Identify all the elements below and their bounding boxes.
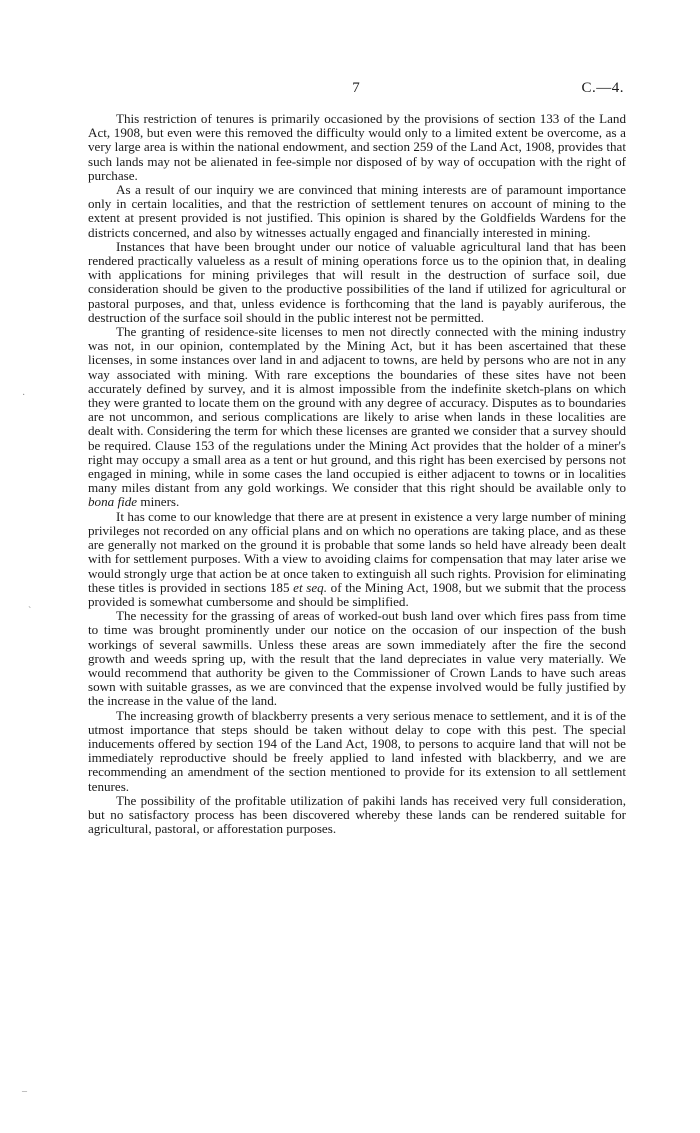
italic-term: bona fide	[88, 494, 138, 510]
document-reference: C.—4.	[581, 80, 624, 96]
paragraph: This restriction of tenures is primarily occasioned by the provisions of section 133 of the Land Act, 1908, but even were this removed the difficulty would only to a limited extent be overcome, as a very large area is within the national endowment, and section 259 of the Land Act, 1908, provides that such lands may not be alienated in fee-simple nor disposed of by way of occupation with the right of purchase.	[88, 111, 626, 183]
paragraph: The possibility of the profitable utilization of pakihi lands has received very full consideration, but no satisfactory process has been discovered whereby these lands can be rendered suitable for agricultural, pastoral, or afforestation purposes.	[88, 792, 626, 837]
italic-term: et seq.	[293, 579, 327, 595]
paragraph: As a result of our inquiry we are convinced that mining interests are of paramount importance only in certain localities, and that the restriction of settlement tenures on account of mining to the extent at present provided is not justified. This opinion is shared by the Goldfields Wardens for the districts concerned, and also by witnesses actually engaged and financially interested in mining.	[88, 182, 626, 240]
paragraph: The increasing growth of blackberry presents a very serious menace to settlement, and it is of the utmost importance that steps should be taken without delay to cope with this pest. The special inducements offered by section 194 of the Land Act, 1908, to persons to acquire land that will not be immediately reproductive should be freely applied to land infested with blackberry, and we are recommending an amendment of the section mentioned to provide for its extension to all settlement tenures.	[88, 707, 626, 794]
page-number: 7	[352, 80, 360, 96]
paragraph: It has come to our knowledge that there are at present in existence a very large number of mining privileges not recorded on any official plans and on which no operations are taking place, and as these are generally not marked on the ground it is probable that some lands so held have already been dealt with for settlement purposes. With a view to avoiding claims for compensation that may later arise we would strongly urge that action be at once taken to extinguish all such rights. Provision for eliminating these titles is provided in sections 185 et seq. of the Mining Act, 1908, but we submit that the process provided is somewhat cumbersome and should be simplified.	[88, 508, 627, 609]
page-header	[88, 80, 624, 100]
margin-mark: –	[22, 1086, 27, 1097]
margin-mark: ·	[22, 390, 26, 401]
margin-mark: `	[28, 606, 32, 617]
paragraph: The necessity for the grassing of areas of worked-out bush land over which fires pass from time to time was brought prominently under our notice on the occasion of our inspection of the bush workings of several sawmills. Unless these areas are sown immediately after the fire the second growth and weeds spring up, with the result that the land depreciates in value very materially. We would recommend that authority be given to the Commissioner of Crown Lands to have such areas sown with suitable grasses, as we are convinced that the expense involved would be fully justified by the increase in the value of the land.	[88, 608, 626, 709]
paragraph: The granting of residence-site licenses to men not directly connected with the mining industry was not, in our opinion, contemplated by the Mining Act, but it has been ascertained that these licenses, in some instances over land in and adjacent to towns, are held by persons who are not in any way associated with mining. With rare exceptions the boundaries of these sites have not been accurately defined by survey, and it is almost impossible from the indefinite sketch-plans on which they were granted to locate them on the ground with any degree of accuracy. Disputes as to boundaries are not uncommon, and serious complications are likely to arise when lands in these localities are dealt with. Considering the term for which these licenses are granted we consider that a survey should be required. Clause 153 of the regulations under the Mining Act provides that the holder of a miner's right may occupy a small area as a tent or hut ground, and this right has been exercised by persons not engaged in mining, while in some cases the land occupied is either adjacent to towns or in localities many miles distant from any gold workings. We consider that this right should be available only to bona fide miners.	[88, 324, 626, 510]
paragraph: Instances that have been brought under our notice of valuable agricultural land that has been rendered practically valueless as a result of mining operations force us to the opinion that, in dealing with applications for mining privileges that will result in the destruction of surface soil, due consideration should be given to the productive possibilities of the land if utilized for agricultural or pastoral purposes, and that, unless evidence is forthcoming that the land is payably auriferous, the destruction of the surface soil should in the public interest not be permitted.	[88, 238, 626, 325]
body-text	[88, 112, 626, 836]
